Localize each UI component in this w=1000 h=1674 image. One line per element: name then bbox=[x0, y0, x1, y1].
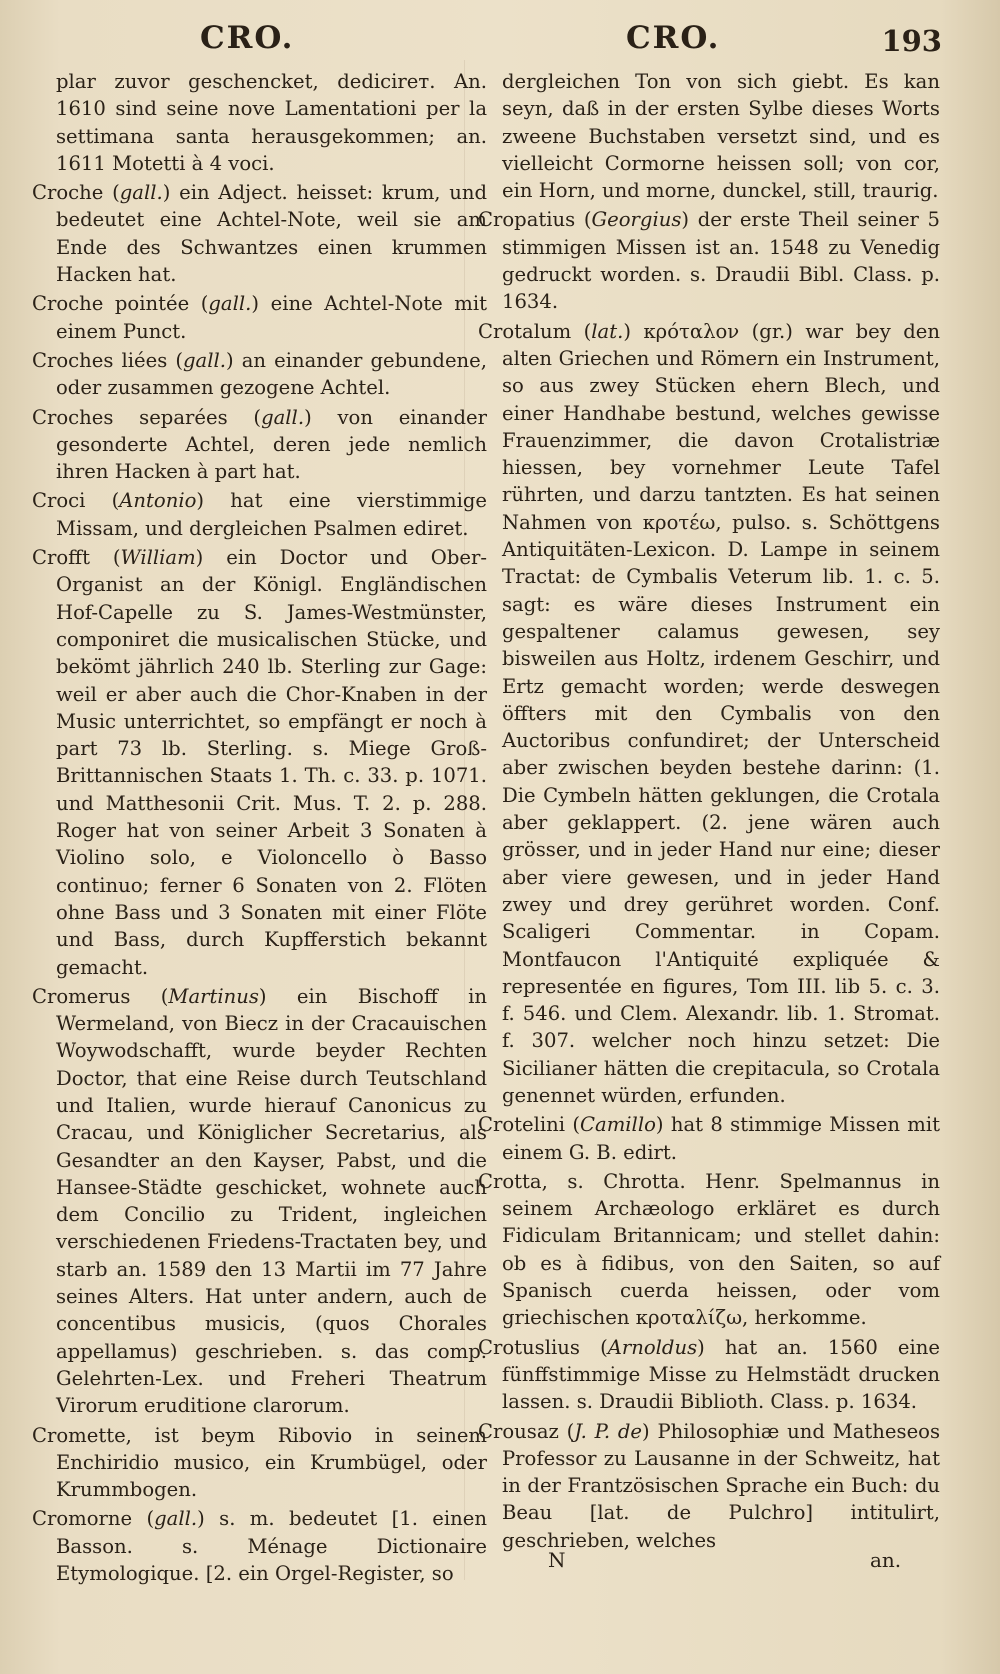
dictionary-entry bbox=[478, 1168, 940, 1332]
entry-qualifier: gall. bbox=[183, 348, 226, 372]
entry-text: plar zuvor geschencket, dedicirет. An. 1610 sind seine nove Lamentationi per la settimana santa herausgekommen; an. 1611 Motetti à 4 voci. bbox=[56, 70, 487, 175]
entry-qualifier: gall. bbox=[261, 405, 305, 429]
entry-text: ein Doctor und Ober-Organist an der Königl. Engländischen Hof-Capelle zu S. James-Westmünster, componiret die musicalischen Stücke, und bekömt jährlich 240 lb. Sterling zur Gage: weil er aber auch die Chor-Knaben in der Music unterrichtet, so empfängt er noch à part 73 lb. Sterling. s. Miege Groß-Brittannischen Staats 1. Th. c. 33. p. 1071. und Matthesonii Crit. Mus. T. 2. p. 288. Roger hat von seiner Arbeit 3 Sonaten à Violino solo, e Violoncello ò Basso continuo; ferner 6 Sonaten von 2. Flöten ohne Bass und 3 Sonaten mit einer Flöte und Bass, durch Kupfferstich bekannt gemacht. bbox=[56, 546, 487, 979]
entry-headword: Croche pointée bbox=[32, 292, 190, 316]
signature-mark: N bbox=[548, 1548, 566, 1572]
entry-text: Philosophiæ und Matheseos Professor zu Lausanne in der Schweitz, hat in der Frantzösischen Sprache ein Buch: du Beau [lat. de Pulchro] intitulirt, geschrieben, welches bbox=[502, 1419, 941, 1552]
entry-text: ein Bischoff in Wermeland, von Biecz in der Cracauischen Woywodschafft, wurde beyder Rechten Doctor, that eine Reise durch Teutschland und Italien, wurde hierauf Canonicus zu Cracau, und Königlicher Secretarius, als Gesandter an den Kayser, Pabst, und die Hansee-Städte geschicket, wohnete auch dem Concilio zu Trident, ingleichen verschiedenen Friedens-Tractaten bey, und starb an. 1589 den 13 Martii im 77 Jahre seines Alters. Hat unter andern, auch de concentibus musicis, (quos Chorales appellamus) geschrieben. s. das comp. Gelehrten-Lex. und Freheri Theatrum Virorum eruditione clarorum. bbox=[56, 984, 488, 1418]
entry-qualifier: Arnoldus bbox=[607, 1335, 698, 1359]
dictionary-entry: Crousaz (J. P. de) Philosophiæ und Matheseos Professor zu Lausanne in der Schweitz, hat in der Frantzösischen Sprache ein Buch: du Beau [lat. de Pulchro] intitulirt, geschrieben, welches bbox=[478, 1419, 941, 1552]
entry-text: s. m. bedeutet [1. einen Basson. s. Ménage Dictionaire Etymologique. [2. ein Orgel-Register, so bbox=[56, 1507, 487, 1586]
entry-text: hat an. 1560 eine fünffstimmige Misse zu Helmstädt drucken lassen. s. Draudii Biblioth. Class. p. 1634. bbox=[502, 1335, 941, 1414]
entry-qualifier: gall. bbox=[154, 1507, 198, 1531]
entry-text: s. Chrotta. Henr. Spelmannus in seinem Archæologo erkläret es durch Fidiculam Britannicam; und stellet dahin: ob es à fidibus, von den Saiten, so auf Spanisch cuerda heissen, oder vom griechischen κροταλίζω, herkomme. bbox=[502, 1169, 940, 1330]
dictionary-entry: Crofft (William) ein Doctor und Ober-Organist an der Königl. Engländischen Hof-Capelle zu S. James-Westmünster, componiret die musicalischen Stücke, und bekömt jährlich 240 lb. Sterling zur Gage: weil er aber auch die Chor-Knaben in der Music unterrichtet, so empfängt er noch à part 73 lb. Sterling. s. Miege Groß-Brittannischen Staats 1. Th. c. 33. p. 1071. und Matthesonii Crit. Mus. T. 2. p. 288. Roger hat von seiner Arbeit 3 Sonaten à Violino solo, e Violoncello ò Basso continuo; ferner 6 Sonaten von 2. Flöten ohne Bass und 3 Sonaten mit einer Flöte und Bass, durch Kupfferstich bekannt gemacht. bbox=[32, 546, 487, 979]
entry-headword: Croci bbox=[32, 489, 86, 513]
entry-headword: Croches separées bbox=[32, 405, 228, 429]
dictionary-entry: Cromorne (gall.) s. m. bedeutet [1. einen Basson. s. Ménage Dictionaire Etymologique. [2. ein Orgel-Register, so bbox=[32, 1507, 487, 1586]
entry-text: dergleichen Ton von sich giebt. Es kan seyn, daß in der ersten Sylbe dieses Worts zweene Buchstaben versetzt sind, und es vielleicht Cormorne heissen soll; von cor, ein Horn, und morne, dunckel, still, traurig. bbox=[502, 70, 940, 203]
dictionary-entry bbox=[478, 68, 940, 204]
catchword: an. bbox=[870, 1548, 902, 1572]
entry-headword: Cromerus bbox=[32, 984, 131, 1008]
entry-headword: Croches liées bbox=[32, 348, 168, 372]
entry-qualifier: Georgius bbox=[591, 208, 682, 232]
running-head-left: CRO. bbox=[200, 20, 295, 56]
dictionary-entry bbox=[32, 1422, 487, 1504]
entry-qualifier: William bbox=[120, 546, 196, 570]
entry-headword: Crofft bbox=[32, 546, 90, 570]
dictionary-entry: Crotalum (lat.) κρόταλον (gr.) war bey den alten Griechen und Römern ein Instrument, so aus zwey Stücken ehern Blech, und einer Handhabe bestund, welches gewisse Frauenzimmer, die davon Crotalistriæ hiessen, bey vornehmer Leute Tafel rührten, und darzu tantzten. Es hat seinen Nahmen von κροτέω, pulso. s. Schöttgens Antiquitäten-Lexicon. D. Lampe in seinem Tractat: de Cymbalis Veterum lib. 1. c. 5. sagt: es wäre dieses Instrument ein gespaltener calamus gewesen, sey bisweilen aus Holtz, irdenem Geschirr, und Ertz gemacht worden; werde deswegen öffters mit den Cymbalis von den Auctoribus confundiret; der Unterscheid aber zwischen beyden bestehe darinn: (1. Die Cymbeln hätten geklungen, die Crotala aber geklappert. (2. jene wären auch grösser, und in jeder Hand nur eine; dieser aber viere gewesen, und in jeder Hand zwey und drey gerühret worden. Conf. Scaligeri Commentar. in Copam. Montfaucon l'Antiquité expliquée & representée en figures, Tom III. lib 5. c. 3. f. 546. und Clem. Alexandr. lib. 1. Stromat. f. 307. welcher noch hinzu setzet: Die Sicilianer hätten die crepitacula, so Crotala genennet würden, erfunden. bbox=[478, 319, 941, 1107]
entry-text: an einander gebundene, oder zusammen gezogene Achtel. bbox=[56, 348, 487, 400]
entry-qualifier: Antonio bbox=[119, 489, 197, 513]
entry-text: hat 8 stimmige Missen mit einem G. B. edirt. bbox=[502, 1113, 940, 1164]
entry-headword: Cropatius bbox=[478, 208, 576, 232]
entry-text: von einander gesonderte Achtel, deren jede nemlich ihren Hacken à part hat. bbox=[56, 405, 487, 484]
entry-headword: Crousaz bbox=[478, 1419, 559, 1443]
entry-text: ist beym Ribovio in seinem Enchiridio musico, ein Krumbügel, oder Krummbogen. bbox=[56, 1423, 487, 1502]
left-column bbox=[32, 68, 487, 1589]
entry-qualifier: gall. bbox=[119, 181, 163, 205]
entry-headword: Crotalum bbox=[478, 319, 572, 343]
entry-headword: Crotuslius bbox=[478, 1335, 580, 1359]
entry-qualifier: J. P. de bbox=[574, 1419, 643, 1443]
dictionary-entry: Cropatius (Georgius) der erste Theil seiner 5 stimmigen Missen ist an. 1548 zu Venedig gedruckt worden. s. Draudii Bibl. Class. p. 1634. bbox=[478, 208, 941, 314]
page-header bbox=[0, 14, 1000, 64]
entry-text: ein Adject. heisset: krum, und bedeutet eine Achtel-Note, weil sie am Ende des Schwantzes einen krummen Hacken hat. bbox=[56, 181, 488, 287]
dictionary-entry: Croci (Antonio) hat eine vierstimmige Missam, und dergleichen Psalmen ediret. bbox=[32, 489, 488, 540]
entry-headword: Crotelini bbox=[478, 1113, 566, 1137]
right-column bbox=[478, 68, 940, 1556]
dictionary-entry: Croche pointée (gall.) eine Achtel-Note mit einem Punct. bbox=[32, 292, 488, 343]
entry-qualifier: lat. bbox=[591, 319, 624, 343]
entry-headword: Cromorne bbox=[32, 1507, 133, 1531]
entry-qualifier: gall. bbox=[208, 292, 252, 316]
dictionary-entry bbox=[32, 68, 487, 177]
entry-qualifier: Camillo bbox=[580, 1113, 656, 1137]
page-number: 193 bbox=[881, 24, 942, 58]
entry-text: der erste Theil seiner 5 stimmigen Missen ist an. 1548 zu Venedig gedruckt worden. s. Draudii Bibl. Class. p. 1634. bbox=[502, 208, 941, 314]
running-head-right: CRO. bbox=[626, 20, 721, 56]
entry-headword: Cromette, bbox=[32, 1423, 132, 1447]
dictionary-entry: Croches liées (gall.) an einander gebundene, oder zusammen gezogene Achtel. bbox=[32, 348, 487, 400]
entry-text: κρόταλον (gr.) war bey den alten Griechen und Römern ein Instrument, so aus zwey Stücken ehern Blech, und einer Handhabe bestund, welches gewisse Frauenzimmer, die davon Crotalistriæ hiessen, bey vornehmer Leute Tafel rührten, und darzu tantzten. Es hat seinen Nahmen von κροτέω, pulso. s. Schöttgens Antiquitäten-Lexicon. D. Lampe in seinem Tractat: de Cymbalis Veterum lib. 1. c. 5. sagt: es wäre dieses Instrument ein gespaltener calamus gewesen, sey bisweilen aus Holtz, irdenem Geschirr, und Ertz gemacht worden; werde deswegen öffters mit den Cymbalis von den Auctoribus confundiret; der Unterscheid aber zwischen beyden bestehe darinn: (1. Die Cymbeln hätten geklungen, die Crotala aber geklappert. (2. jene wären auch grösser, und in jeder Hand nur eine; dieser aber viere gewesen, und in jeder Hand zwey und drey gerühret worden. Conf. Scaligeri Commentar. in Copam. Montfaucon l'Antiquité expliquée & representée en figures, Tom III. lib 5. c. 3. f. 546. und Clem. Alexandr. lib. 1. Stromat. f. 307. welcher noch hinzu setzet: Die Sicilianer hätten die crepitacula, so Crotala genennet würden, erfunden. bbox=[502, 319, 941, 1107]
entry-text: eine Achtel-Note mit einem Punct. bbox=[56, 292, 488, 343]
entry-qualifier: Martinus bbox=[168, 984, 259, 1008]
dictionary-entry: Crotuslius (Arnoldus) hat an. 1560 eine fünffstimmige Misse zu Helmstädt drucken lassen. s. Draudii Biblioth. Class. p. 1634. bbox=[478, 1335, 941, 1414]
entry-text: hat eine vierstimmige Missam, und dergleichen Psalmen ediret. bbox=[56, 489, 488, 540]
entry-headword: Croche bbox=[32, 181, 104, 205]
dictionary-entry: Crotelini (Camillo) hat 8 stimmige Missen mit einem G. B. edirt. bbox=[478, 1113, 940, 1164]
dictionary-entry: Croches separées (gall.) von einander gesonderte Achtel, deren jede nemlich ihren Hacken à part hat. bbox=[32, 405, 487, 484]
dictionary-entry: Cromerus (Martinus) ein Bischoff in Wermeland, von Biecz in der Cracauischen Woywodschafft, wurde beyder Rechten Doctor, that eine Reise durch Teutschland und Italien, wurde hierauf Canonicus zu Cracau, und Königlicher Secretarius, als Gesandter an den Kayser, Pabst, und die Hansee-Städte geschicket, wohnete auch dem Concilio zu Trident, ingleichen verschiedenen Friedens-Tractaten bey, und starb an. 1589 den 13 Martii im 77 Jahre seines Alters. Hat unter andern, auch de concentibus musicis, (quos Chorales appellamus) geschrieben. s. das comp. Gelehrten-Lex. und Freheri Theatrum Virorum eruditione clarorum. bbox=[32, 984, 488, 1418]
entry-headword: Crotta, bbox=[478, 1169, 548, 1193]
dictionary-entry: Croche (gall.) ein Adject. heisset: krum, und bedeutet eine Achtel-Note, weil sie am Ende des Schwantzes einen krummen Hacken hat. bbox=[32, 181, 488, 287]
